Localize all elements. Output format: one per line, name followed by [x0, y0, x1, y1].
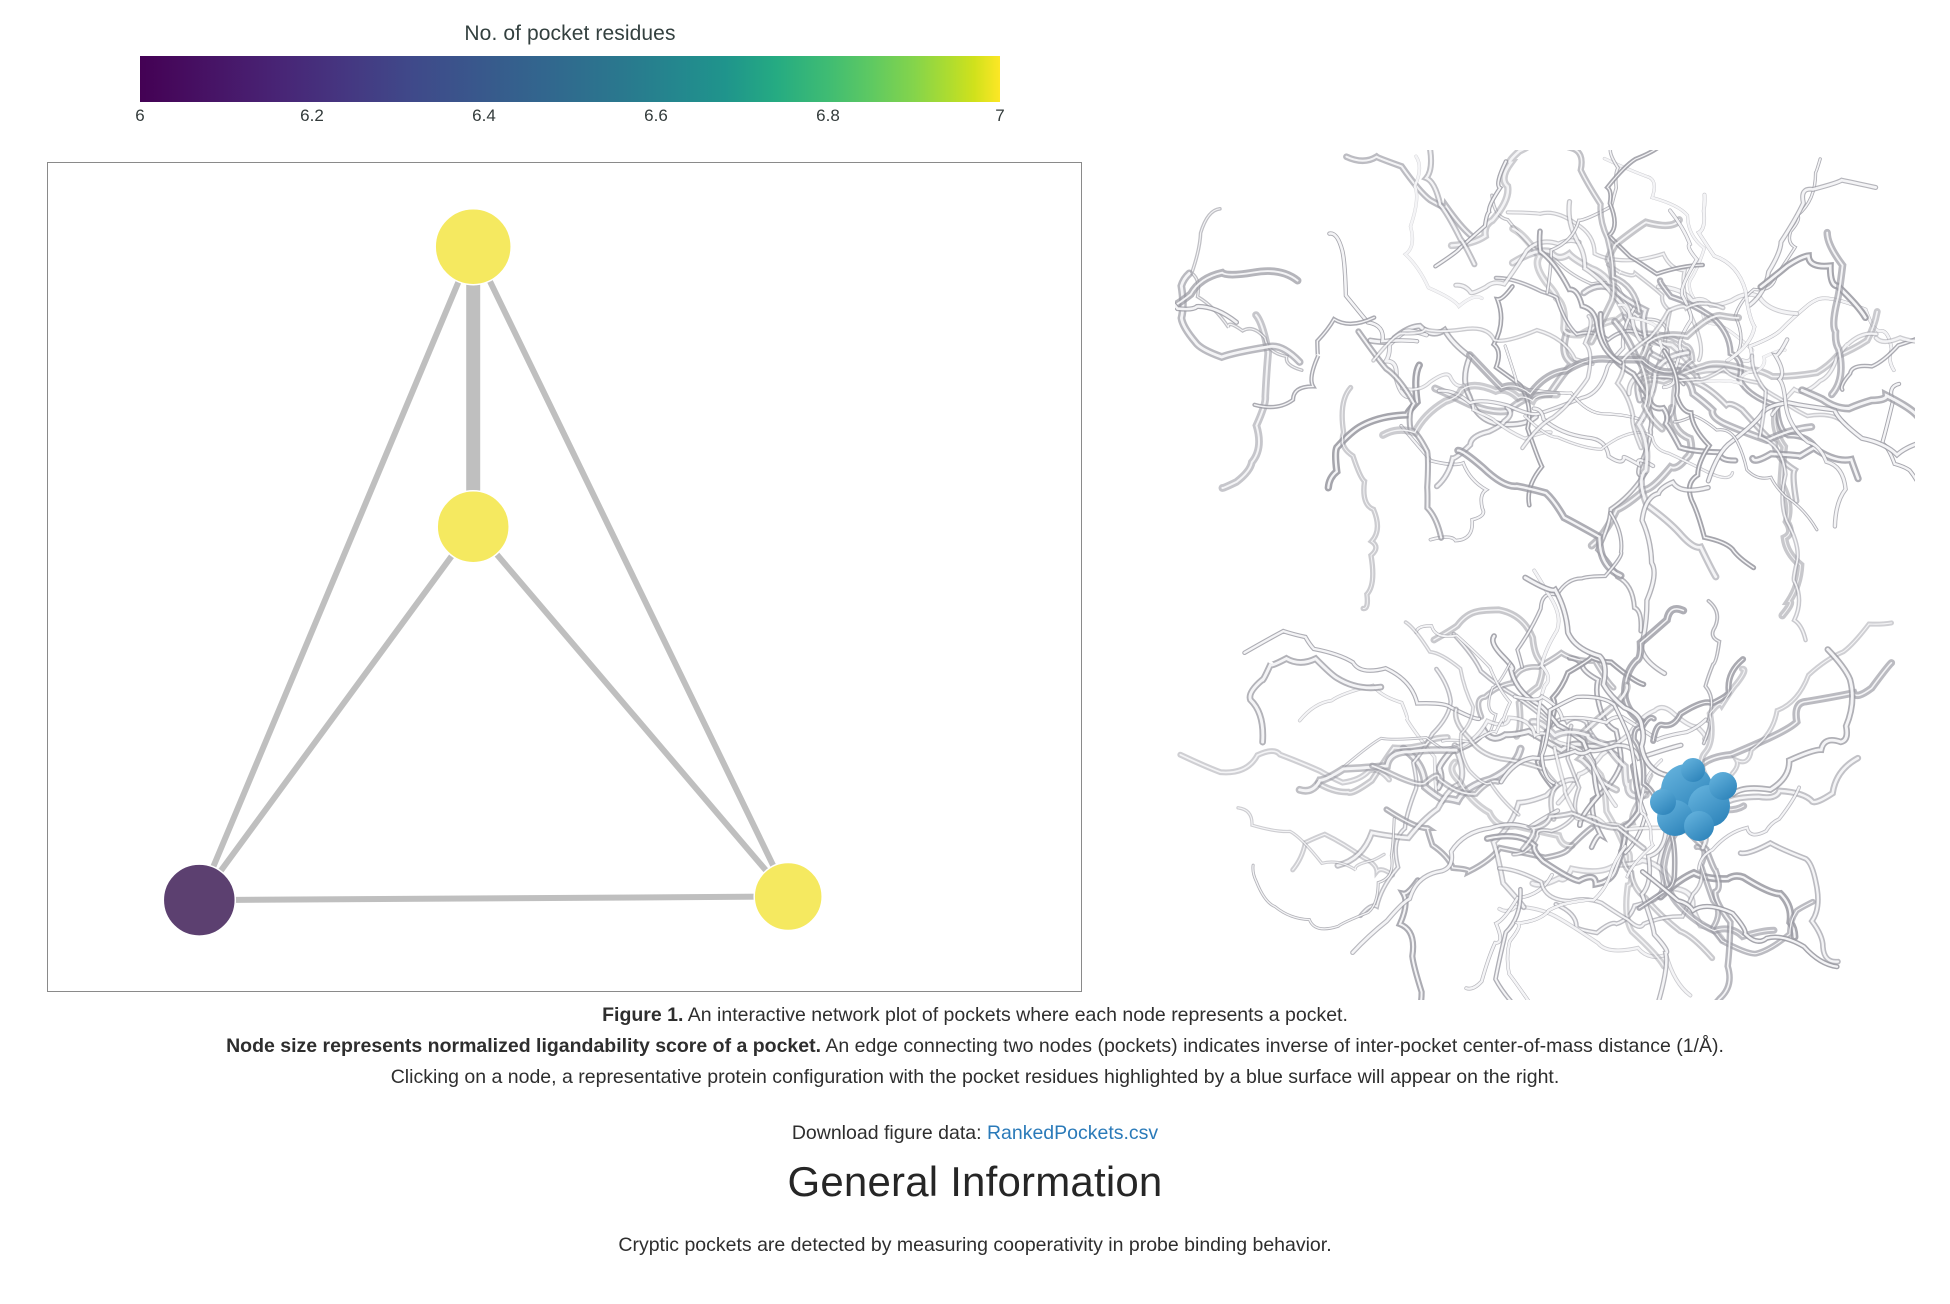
- ribbon-strand: [1245, 631, 1480, 719]
- download-label: Download figure data:: [791, 1122, 987, 1144]
- network-edge: [199, 247, 473, 900]
- pocket-surface-blob-5: [1709, 772, 1737, 800]
- pocket-surface-highlight: [1650, 758, 1737, 841]
- colorbar-title: No. of pocket residues: [464, 22, 676, 45]
- ribbon-strand-highlight: [1876, 254, 1915, 342]
- network-node-2[interactable]: [437, 491, 509, 563]
- general-information-heading: General Information: [787, 1158, 1163, 1205]
- ribbon-strand: [1434, 610, 1542, 737]
- network-edge: [199, 527, 473, 900]
- ribbon-strand: [1876, 254, 1915, 342]
- colorbar-gradient: [140, 56, 1000, 102]
- caption-line-2: [0, 1031, 1950, 1062]
- caption-line-2-text: An edge connecting two nodes (pockets) indicates inverse of inter-pocket center-of-mass distance (1/Å).: [821, 1035, 1724, 1057]
- caption-line-1-text: An interactive network plot of pockets where each node represents a pocket.: [683, 1004, 1348, 1026]
- colorbar-tick-1: 6.2: [300, 106, 324, 125]
- network-edge: [473, 247, 788, 897]
- general-information-text: Cryptic pockets are detected by measuring cooperativity in probe binding behavior.: [618, 1234, 1332, 1256]
- pocket-surface-blob-7: [1681, 758, 1705, 782]
- download-csv-link[interactable]: RankedPockets.csv: [986, 1122, 1159, 1144]
- figure-label: Figure 1.: [602, 1004, 684, 1026]
- colorbar-tick-labels: [135, 106, 1005, 130]
- ribbon-strand-highlight: [1437, 408, 1510, 487]
- network-plot-svg[interactable]: [48, 163, 1081, 991]
- pocket-surface-blob-6: [1650, 789, 1676, 815]
- figure-caption: [0, 1000, 1950, 1093]
- ribbon-strand: [1222, 315, 1268, 488]
- colorbar-tick-2: 6.4: [472, 106, 496, 125]
- ribbon-strand: [1375, 880, 1421, 1000]
- download-figure-data-row: [0, 1122, 1950, 1145]
- ribbon-strand: [1293, 834, 1393, 875]
- network-node-1[interactable]: [435, 209, 511, 285]
- network-node-4[interactable]: [754, 863, 822, 931]
- network-edges: [199, 247, 788, 900]
- protein-domain-lower: [1180, 513, 1891, 1000]
- protein-structure-svg[interactable]: [1175, 150, 1915, 1000]
- caption-line-1: [0, 1000, 1950, 1031]
- colorbar-tick-0: 6: [135, 106, 145, 125]
- colorbar-tick-5: 7: [995, 106, 1005, 125]
- network-node-3[interactable]: [163, 864, 235, 936]
- colorbar-tick-4: 6.8: [816, 106, 840, 125]
- colorbar: [135, 22, 1005, 130]
- ribbon-strand-highlight: [1525, 416, 1733, 478]
- caption-line-3: Clicking on a node, a representative protein configuration with the pocket residues highlighted by a blue surface will appear on the right.: [390, 1066, 1560, 1088]
- ribbon-strand-highlight: [1373, 329, 1592, 364]
- network-nodes[interactable]: [163, 209, 822, 936]
- ribbon-strand-highlight: [1329, 233, 1417, 341]
- network-plot-panel[interactable]: [47, 162, 1082, 992]
- network-edge: [473, 527, 788, 897]
- protein-structure-viewer[interactable]: [1175, 150, 1915, 1000]
- network-edge: [199, 897, 788, 901]
- pocket-surface-blob-4: [1684, 811, 1714, 841]
- colorbar-tick-3: 6.6: [644, 106, 668, 125]
- caption-line-2-bold: Node size represents normalized ligandability score of a pocket.: [226, 1035, 822, 1057]
- ribbon-strand: [1842, 266, 1915, 390]
